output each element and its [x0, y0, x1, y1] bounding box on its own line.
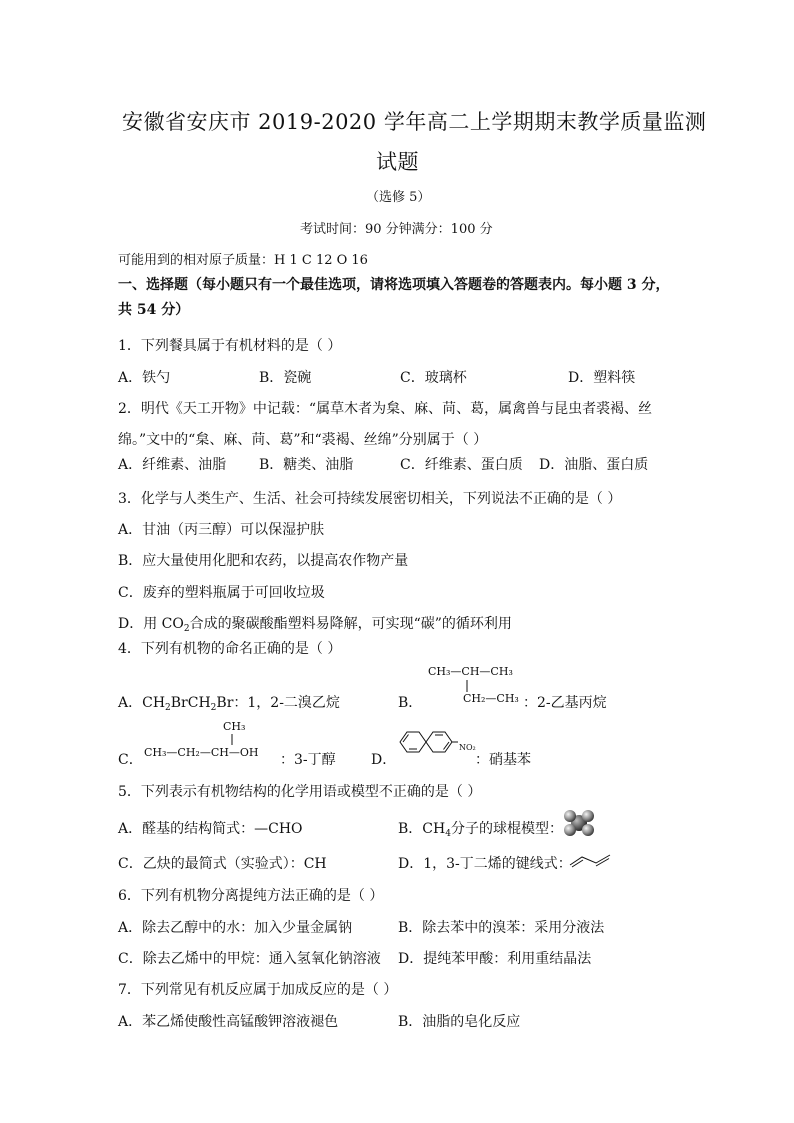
question-5-stem: 5．下列表示有机物结构的化学用语或模型不正确的是（ ） — [118, 784, 482, 800]
q6-option-a: A．除去乙醇中的水：加入少量金属钠 — [118, 920, 353, 936]
q4-c-bond-line — [231, 734, 233, 745]
q1-option-b: B．瓷碗 — [259, 370, 312, 386]
question-2-stem: 2．明代《天工开物》中记载：“属草木者为枲、麻、苘、葛，属禽兽与昆虫者裘褐、丝 — [118, 401, 653, 417]
q6-option-d: D．提纯苯甲酸：利用重结晶法 — [398, 951, 592, 967]
q4-c-structure-top: CH₃ — [223, 720, 246, 733]
q7-option-b: B．油脂的皂化反应 — [398, 1014, 521, 1030]
q4-b-structure-bottom: CH₂—CH₃ — [463, 692, 519, 705]
page-title-line2: 试题 — [376, 150, 419, 174]
naphthalene-structure-icon — [398, 728, 460, 756]
section-heading: 一、选择题（每小题只有一个最佳选项，请将选项填入答题卷的答题表内。每小题 3 分， — [118, 277, 670, 293]
q7-option-a: A．苯乙烯使酸性高锰酸钾溶液褪色 — [118, 1014, 339, 1030]
question-4-stem: 4．下列有机物的命名正确的是（ ） — [118, 641, 342, 657]
butadiene-bond-line-icon — [568, 852, 612, 868]
q3-option-a: A．甘油（丙三醇）可以保湿护肤 — [118, 522, 325, 538]
question-7-stem: 7．下列常见有机反应属于加成反应的是（ ） — [118, 982, 398, 998]
q3-option-b: B．应大量使用化肥和农药，以提高农作物产量 — [118, 553, 409, 569]
q4-option-b-name: ：2-乙基丙烷 — [523, 695, 607, 711]
q4-c-structure-main: CH₃—CH₂—CH—OH — [144, 746, 259, 759]
q2-option-b: B．糖类、油脂 — [259, 457, 354, 473]
question-3-stem: 3．化学与人类生产、生活、社会可持续发展密切相关，下列说法不正确的是（ ） — [118, 491, 622, 507]
q4-option-b-label: B． — [398, 695, 423, 711]
q4-option-a: A．$CH_2BrCH_2Br$：1，2-二溴乙烷 — [118, 695, 340, 713]
q4-option-c-name: ：3-丁醇 — [280, 752, 336, 768]
section-heading-line2: 共 54 分） — [118, 302, 190, 318]
q4-b-bond-line — [466, 680, 468, 692]
q5-option-b: B．$CH_4$分子的球棍模型： — [398, 821, 563, 839]
q4-option-d-label: D． — [371, 752, 397, 768]
page-title: 安徽省安庆市 2019-2020 学年高二上学期期末教学质量监测 — [122, 110, 707, 134]
edition-label: （选修 5） — [366, 190, 431, 205]
q4-d-no2-group: NO₂ — [459, 743, 476, 752]
question-1-stem: 1．下列餐具属于有机材料的是（ ） — [118, 338, 342, 354]
question-6-stem: 6．下列有机物分离提纯方法正确的是（ ） — [118, 888, 384, 904]
q6-option-b: B．除去苯中的溴苯：采用分液法 — [398, 920, 605, 936]
q5-option-d: D．1，3-丁二烯的键线式： — [398, 856, 572, 872]
q1-option-d: D．塑料筷 — [568, 370, 636, 386]
q5-option-c: C．乙炔的最简式（实验式）：CH — [118, 856, 327, 872]
q3-option-d: D．用 $CO_2$合成的聚碳酸酯塑料易降解，可实现“碳”的循环利用 — [118, 616, 512, 634]
exam-time: 考试时间：90 分钟满分：100 分 — [300, 222, 493, 237]
q4-option-d-name: ：硝基苯 — [475, 752, 531, 768]
q4-b-structure-top: CH₃—CH—CH₃ — [428, 665, 513, 678]
q4-option-c-label: C． — [118, 752, 143, 768]
q2-option-d: D．油脂、蛋白质 — [539, 457, 649, 473]
q5-option-a: A．醛基的结构简式：—CHO — [118, 821, 303, 837]
q1-option-c: C．玻璃杯 — [400, 370, 467, 386]
methane-ball-stick-model-icon — [562, 808, 596, 838]
q6-option-c: C．除去乙烯中的甲烷：通入氢氧化钠溶液 — [118, 951, 381, 967]
q2-option-c: C．纤维素、蛋白质 — [400, 457, 523, 473]
question-2-stem-line2: 绵。”文中的“枲、麻、苘、葛”和“裘褐、丝绵”分别属于（ ） — [118, 432, 488, 448]
q2-option-a: A．纤维素、油脂 — [118, 457, 227, 473]
q1-option-a: A．铁勺 — [118, 370, 171, 386]
atomic-mass-line: 可能用到的相对原子质量：H 1 C 12 O 16 — [118, 253, 368, 268]
q3-option-c: C．废弃的塑料瓶属于可回收垃圾 — [118, 585, 325, 601]
